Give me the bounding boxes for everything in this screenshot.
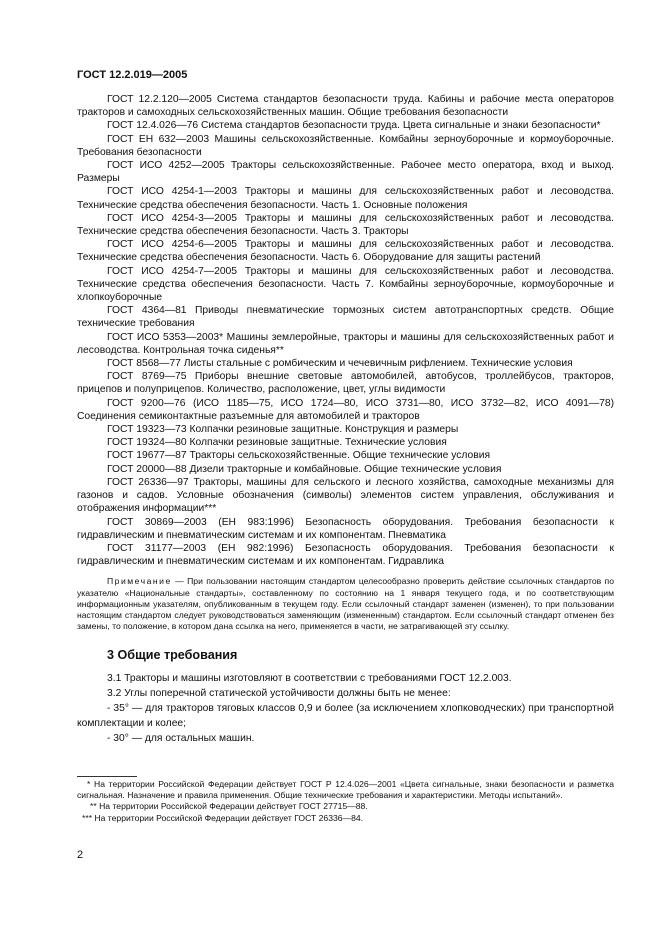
reference-item: ГОСТ ИСО 4252—2005 Тракторы сельскохозяйственные. Рабочее место оператора, вход и выход. Размеры <box>77 160 614 185</box>
document-header: ГОСТ 12.2.019—2005 <box>77 69 188 81</box>
document-body <box>77 93 614 746</box>
reference-item: ГОСТ 20000—88 Дизели тракторные и комбайновые. Общие технические условия <box>107 463 502 475</box>
reference-item: ГОСТ 12.4.026—76 Система стандартов безопасности труда. Цвета сигнальные и знаки безопасности* <box>107 120 601 132</box>
requirement-item: - 30° — для остальных машин. <box>107 732 255 744</box>
requirements-list <box>77 672 614 746</box>
reference-item: ГОСТ ИСО 5353—2003* Машины землеройные, тракторы и машины для сельскохозяйственных работ и лесоводства. Контрольная точка сиденья** <box>77 331 614 356</box>
section-heading: 3 Общие требования <box>107 648 238 663</box>
reference-item: ГОСТ 19323—73 Колпачки резиновые защитные. Конструкция и размеры <box>107 424 459 436</box>
reference-list <box>77 93 614 568</box>
footnote-item: ** На территории Российской Федерации действует ГОСТ 27715—88. <box>90 801 368 812</box>
page-number: 2 <box>77 849 84 861</box>
reference-item: ГОСТ ЕН 632—2003 Машины сельскохозяйственные. Комбайны зерноуборочные и кормоуборочные. Требования безопасности <box>77 133 614 158</box>
footnote-item: *** На территории Российской Федерации действует ГОСТ 26336—84. <box>82 812 364 823</box>
reference-item: ГОСТ 19677—87 Тракторы сельскохозяйственные. Общие технические условия <box>107 450 491 462</box>
requirement-item: 3.2 Углы поперечной статической устойчивости должны быть не менее: <box>107 688 451 700</box>
note-paragraph <box>77 576 614 632</box>
reference-item: ГОСТ 30869—2003 (ЕН 983:1996) Безопасность оборудования. Требования безопасности к гидравлическим и пневматическим системам и их компонентам. Пневматика <box>77 516 614 541</box>
requirement-item: 3.1 Тракторы и машины изготовляют в соответствии с требованиями ГОСТ 12.2.003. <box>107 673 512 685</box>
reference-item: ГОСТ 31177—2003 (ЕН 982:1996) Безопасность оборудования. Требования безопасности к гидравлическим и пневматическим системам и их компонентам. Гидравлика <box>77 542 614 568</box>
reference-item: ГОСТ ИСО 4254-7—2005 Тракторы и машины для сельскохозяйственных работ и лесоводства. Технические средства обеспечения безопасности. Часть 7. Комбайны зерноуборочные, кормоуборочные и хлопкоуборочные <box>77 265 614 304</box>
footnote-separator <box>77 776 137 777</box>
reference-item: ГОСТ ИСО 4254-3—2005 Тракторы и машины для сельскохозяйственных работ и лесоводства. Технические средства обеспечения безопасности. Часть 3. Тракторы <box>77 212 614 238</box>
reference-item: ГОСТ 26336—97 Тракторы, машины для сельского и лесного хозяйства, самоходные механизмы для газонов и садов. Условные обозначения (символы) элементов систем управления, обслуживания и отображения информации*** <box>77 476 614 515</box>
reference-item: ГОСТ 19324—80 Колпачки резиновые защитные. Технические условия <box>107 437 447 449</box>
note-lead: Примечание <box>107 576 172 587</box>
reference-item: ГОСТ 8568—77 Листы стальные с ромбическим и чечевичным рифлением. Технические условия <box>107 358 573 370</box>
reference-item: ГОСТ ИСО 4254-1—2003 Тракторы и машины для сельскохозяйственных работ и лесоводства. Технические средства обеспечения безопасности. Часть 1. Основные положения <box>77 186 614 211</box>
reference-item: ГОСТ 8769—75 Приборы внешние световые автомобилей, автобусов, троллейбусов, тракторов, прицепов и полуприцепов. Количество, расположение, цвет, углы видимости <box>77 371 614 396</box>
footnote-item: * На территории Российской Федерации действует ГОСТ Р 12.4.026—2001 «Цвета сигнальные, знаки безопасности и разметка сигнальная. Назначение и правила применения. Общие технические требования и характеристики. Методы испытаний». <box>77 779 614 801</box>
note-text: — При пользовании настоящим стандартом целесообразно проверить действие ссылочных стандартов по указателю «Национальные стандарты», составленному по состоянию на 1 января текущего года, и по соответствующим информационным указателям, опубликованным в текущем году. Если ссылочный стандарт заменен (изменен), то при пользовании настоящим стандартом следует руководствоваться заменяющим (измененным) стандартом. Если ссылочный стандарт отменен без замены, то положение, в котором дана ссылка на него, применяется в части, не затрагивающей эту ссылку. <box>77 576 614 632</box>
reference-item: ГОСТ ИСО 4254-6—2005 Тракторы и машины для сельскохозяйственных работ и лесоводства. Технические средства обеспечения безопасности. Часть 6. Оборудование для защиты растений <box>77 239 614 264</box>
reference-item: ГОСТ 12.2.120—2005 Система стандартов безопасности труда. Кабины и рабочие места операторов тракторов и самоходных сельскохозяйственных машин. Общие требования безопасности <box>77 94 614 119</box>
footnotes <box>77 779 614 824</box>
reference-item: ГОСТ 4364—81 Приводы пневматические тормозных систем автотранспортных средств. Общие технические требования <box>77 305 614 330</box>
requirement-item: - 35° — для тракторов тяговых классов 0,9 и более (за исключением хлопководческих) при транспортной комплектации и колее; <box>77 702 614 729</box>
reference-item: ГОСТ 9200—76 (ИСО 1185—75, ИСО 1724—80, ИСО 3731—80, ИСО 3732—82, ИСО 4091—78) Соединения семиконтактные разъемные для автомобилей и тракторов <box>77 397 614 422</box>
